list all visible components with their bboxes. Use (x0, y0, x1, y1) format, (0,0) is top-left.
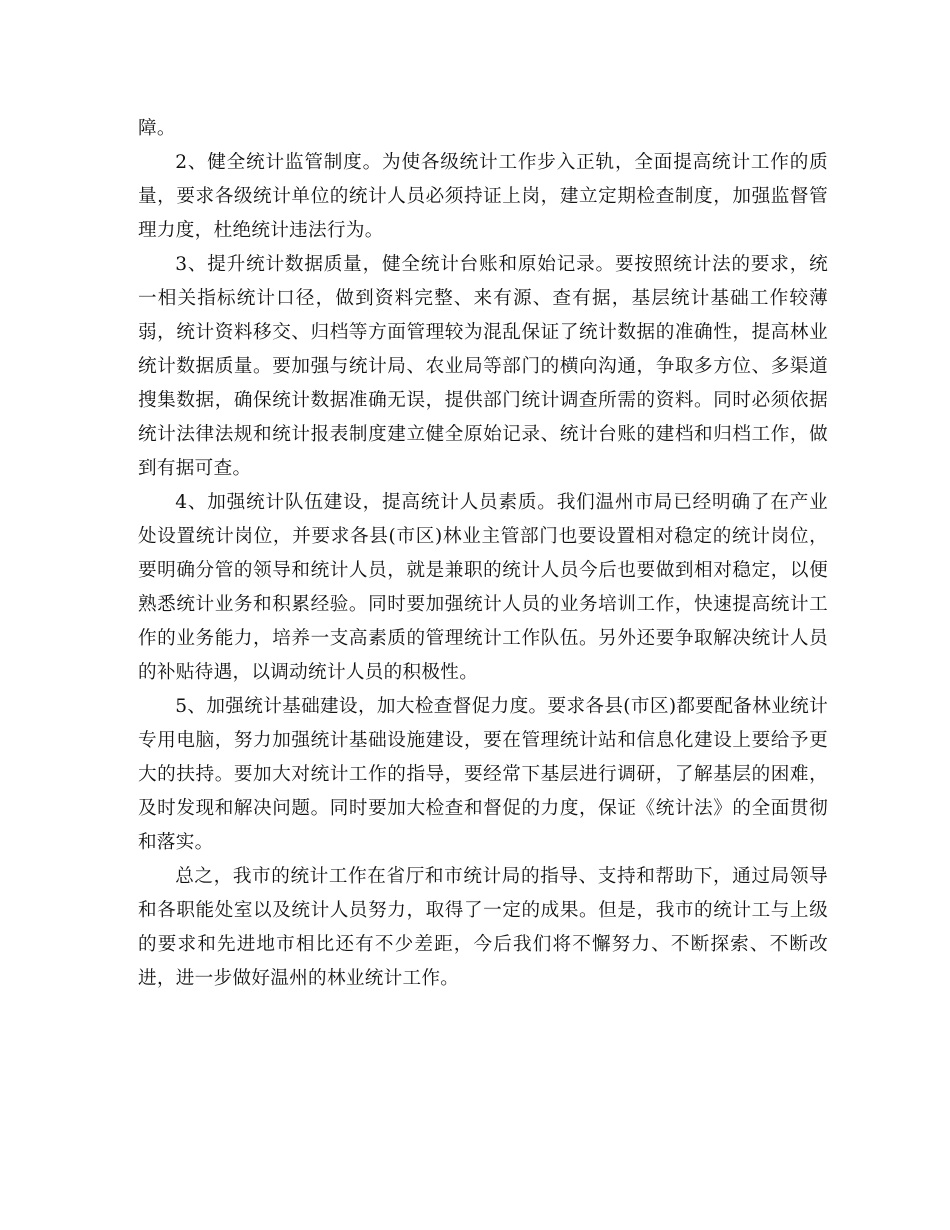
document-body (138, 112, 828, 996)
paragraph-item-5: 5、加强统计基础建设，加大检查督促力度。要求各县(市区)都要配备林业统计专用电脑，努力加强统计基础设施建设，要在管理统计站和信息化建设上要给予更大的扶持。要加大对统计工作的指导，要经常下基层进行调研，了解基层的困难，及时发现和解决问题。同时要加大检查和督促的力度，保证《统计法》的全面贯彻和落实。 (138, 696, 828, 853)
paragraph-item-2: 2、健全统计监管制度。为使各级统计工作步入正轨，全面提高统计工作的质量，要求各级统计单位的统计人员必须持证上岗，建立定期检查制度，加强监督管理力度，杜绝统计违法行为。 (138, 152, 828, 241)
paragraph-conclusion: 总之，我市的统计工作在省厅和市统计局的指导、支持和帮助下，通过局领导和各职能处室以及统计人员努力，取得了一定的成果。但是，我市的统计工与上级的要求和先进地市相比还有不少差距，今后我们将不懈努力、不断探索、不断改进，进一步做好温州的林业统计工作。 (138, 866, 828, 989)
paragraph-continuation: 障。 (138, 118, 176, 139)
paragraph-item-4: 4、加强统计队伍建设，提高统计人员素质。我们温州市局已经明确了在产业处设置统计岗位，并要求各县(市区)林业主管部门也要设置相对稳定的统计岗位，要明确分管的领导和统计人员，就是兼职的统计人员今后也要做到相对稳定，以便熟悉统计业务和积累经验。同时要加强统计人员的业务培训工作，快速提高统计工作的业务能力，培养一支高素质的管理统计工作队伍。另外还要争取解决统计人员的补贴待遇，以调动统计人员的积极性。 (138, 492, 828, 683)
paragraph-item-3: 3、提升统计数据质量，健全统计台账和原始记录。要按照统计法的要求，统一相关指标统计口径，做到资料完整、来有源、查有据，基层统计基础工作较薄弱，统计资料移交、归档等方面管理较为混乱保证了统计数据的准确性，提高林业统计数据质量。要加强与统计局、农业局等部门的横向沟通，争取多方位、多渠道搜集数据，确保统计数据准确无误，提供部门统计调查所需的资料。同时必须依据统计法律法规和统计报表制度建立健全原始记录、统计台账的建档和归档工作，做到有据可查。 (138, 254, 828, 479)
